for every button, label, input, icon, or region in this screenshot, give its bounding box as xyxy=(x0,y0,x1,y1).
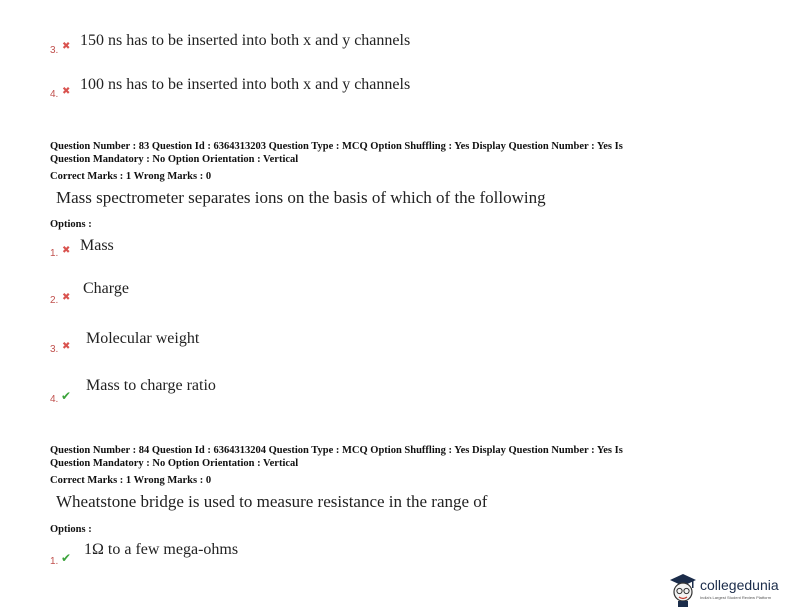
option-number: 3. xyxy=(50,45,59,56)
option-number: 3. xyxy=(50,344,59,355)
wrong-mark-icon: ✖ xyxy=(62,41,71,52)
question-meta-line: Question Number : 83 Question Id : 6364313203 Question Type : MCQ Option Shuffling : Yes Display Question Number : Yes Is xyxy=(50,141,623,152)
logo-wordmark: collegedunia xyxy=(700,577,779,593)
correct-check-icon: ✔ xyxy=(61,389,72,403)
option-number: 1. xyxy=(50,556,59,567)
correct-check-icon: ✔ xyxy=(61,551,72,565)
question-marks: Correct Marks : 1 Wrong Marks : 0 xyxy=(50,171,212,182)
question-meta-line: Question Number : 84 Question Id : 6364313204 Question Type : MCQ Option Shuffling : Yes Display Question Number : Yes Is xyxy=(50,445,623,456)
options-label: Options : xyxy=(50,219,92,230)
question-text: Mass spectrometer separates ions on the basis of which of the following xyxy=(56,188,546,207)
option-text: 150 ns has to be inserted into both x and y channels xyxy=(80,32,411,49)
question-meta-line: Question Mandatory : No Option Orientation : Vertical xyxy=(50,154,299,165)
question-meta xyxy=(50,444,623,470)
option-text: 100 ns has to be inserted into both x and y channels xyxy=(80,76,411,93)
option-number: 4. xyxy=(50,89,59,100)
collegedunia-logo xyxy=(668,570,786,610)
option-text: Molecular weight xyxy=(86,330,200,347)
logo-tagline: India's Largest Student Review Platform xyxy=(700,595,772,600)
option-text: Charge xyxy=(83,280,129,297)
option-number: 2. xyxy=(50,295,59,306)
options-label: Options : xyxy=(50,524,92,535)
option-number: 4. xyxy=(50,394,59,405)
option-text: Mass xyxy=(80,237,114,254)
question-marks: Correct Marks : 1 Wrong Marks : 0 xyxy=(50,475,212,486)
option-number: 1. xyxy=(50,248,59,259)
student-mascot-icon xyxy=(668,572,698,608)
option-text: Mass to charge ratio xyxy=(86,377,216,394)
wrong-mark-icon: ✖ xyxy=(62,341,71,352)
wrong-mark-icon: ✖ xyxy=(62,245,71,256)
option-text: 1Ω to a few mega-ohms xyxy=(84,541,239,558)
wrong-mark-icon: ✖ xyxy=(62,86,71,97)
question-meta-line: Question Mandatory : No Option Orientation : Vertical xyxy=(50,458,299,469)
question-text: Wheatstone bridge is used to measure resistance in the range of xyxy=(56,492,488,511)
wrong-mark-icon: ✖ xyxy=(62,292,71,303)
question-meta xyxy=(50,140,623,166)
